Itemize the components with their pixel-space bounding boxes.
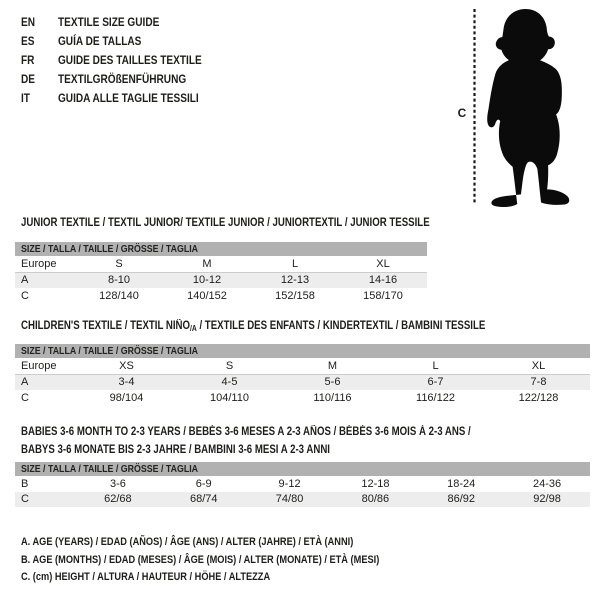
language-code: IT [21,90,30,105]
children-section-title [21,319,574,336]
baby-silhouette-icon [483,7,573,212]
table-cell: 3-6 [109,477,126,490]
table-row-europe [15,358,590,375]
language-title: GUÍA DE TALLAS [57,33,142,48]
babies-title-line1: BABIES 3-6 MONTH TO 2-3 YEARS / BEBÉS 3-6 MESES A 2-3 AÑOS / BÉBÉS 3-6 MOIS À 2-3 ANS / [21,426,471,438]
language-row [21,88,202,107]
table-cell: M [327,359,338,372]
language-code: DE [21,71,36,86]
children-title-pre: CHILDREN'S TEXTILE / TEXTIL NIÑO [21,320,191,332]
legend-line-b-text: B. AGE (MONTHS) / EDAD (MESES) / ÂGE (MOIS) / ALTER (MONATE) / ETÀ (MESI) [21,553,380,566]
table-cell: 74/80 [275,493,304,506]
children-size-table [15,344,590,406]
table-cell: 8-10 [107,274,131,287]
table-cell: 68/74 [189,493,218,506]
table-cell: 152/158 [275,289,315,302]
size-header-bar [15,344,590,358]
row-label: A [21,376,29,389]
row-label: C [21,289,29,302]
children-title-post: / TEXTILE DES ENFANTS / KINDERTEXTIL / BAMBINI TESSILE [196,320,486,332]
language-row [21,12,202,31]
junior-section-title-text: JUNIOR TEXTILE / TEXTIL JUNIOR/ TEXTILE JUNIOR / JUNIORTEXTIL / JUNIOR TESSILE [21,217,430,229]
table-cell: 80/86 [361,493,390,506]
height-label-c: C [457,106,467,120]
table-cell: XL [531,359,546,372]
baby-silhouette-path [487,9,569,207]
table-cell: 3-4 [118,376,135,389]
table-cell: 116/122 [416,391,455,404]
language-row [21,31,202,50]
language-row [21,50,202,69]
table-cell: 12-13 [280,274,310,287]
junior-size-table [15,242,427,304]
table-cell: 9-12 [278,477,301,490]
table-row-height [15,390,590,406]
language-list [21,12,236,107]
table-cell: 122/128 [518,391,559,404]
table-cell: 4-5 [221,376,238,389]
table-cell: 7-8 [530,376,547,389]
babies-title-line2: BABYS 3-6 MONATE BIS 2-3 JAHRE / BAMBINI 3-6 MESI A 2-3 ANNI [21,443,330,456]
table-row-age [15,273,427,289]
table-cell: 10-12 [192,274,222,287]
language-title: GUIDE DES TAILLES TEXTILE [57,52,202,67]
table-cell: 12-18 [361,477,390,490]
table-cell: 5-6 [324,376,341,389]
table-cell: 6-7 [427,376,444,389]
legend-line-a [21,536,448,554]
language-title: GUIDA ALLE TAGLIE TESSILI [57,90,199,105]
size-header-text: SIZE / TALLA / TAILLE / GRÖSSE / TAGLIA [21,345,199,357]
language-code: EN [21,14,36,29]
junior-section-title [21,216,507,230]
height-dashed-line [473,9,476,210]
language-title: TEXTILE SIZE GUIDE [57,14,160,29]
table-cell: 24-36 [532,477,562,490]
legend-line-a-text: A. AGE (YEARS) / EDAD (AÑOS) / ÂGE (ANS) / ALTER (JAHRE) / ETÀ (ANNI) [21,536,354,548]
row-label: C [21,391,29,404]
table-cell: 98/104 [109,391,144,404]
row-label: B [21,477,29,490]
table-cell: 140/152 [187,289,227,302]
children-section-title-text [21,319,485,336]
table-cell: 62/68 [104,493,132,506]
language-code: FR [21,52,35,67]
row-label: Europe [21,359,57,372]
table-cell: 158/170 [363,289,403,302]
legend-line-b [21,554,448,572]
legend-line-c [21,571,448,589]
table-cell: XL [376,257,390,270]
row-label: A [21,274,29,287]
size-header-bar [15,242,427,256]
row-label: Europe [21,257,57,270]
table-cell: 128/140 [99,289,139,302]
language-title: TEXTILGRÖßENFÜHRUNG [57,71,187,86]
children-title-subscript: /A [190,324,197,333]
table-cell: 110/116 [313,391,352,404]
table-row-age [15,375,590,391]
table-cell: L [291,257,299,270]
table-cell: 104/110 [210,391,249,404]
table-cell: M [202,257,212,270]
table-cell: 86/92 [447,493,475,506]
table-cell: L [432,359,439,372]
babies-size-table [15,462,590,507]
size-header-bar [15,462,590,476]
size-header-text: SIZE / TALLA / TAILLE / GRÖSSE / TAGLIA [21,463,199,475]
table-cell: S [115,257,123,270]
table-cell: XS [119,359,134,372]
table-row-height [15,288,427,304]
table-row-height [15,492,590,508]
table-cell: S [225,359,234,372]
legend-line-c-text: C. (cm) HEIGHT / ALTURA / HAUTEUR / HÖHE / ALTEZZA [21,571,271,583]
table-cell: 6-9 [195,477,212,490]
table-row-europe [15,256,427,273]
babies-section-title [21,424,556,459]
row-label: C [21,493,29,506]
table-cell: 14-16 [368,274,398,287]
table-row-months [15,476,590,492]
measurement-legend [21,536,448,589]
language-row [21,69,202,88]
table-cell: 18-24 [447,477,476,490]
size-header-text: SIZE / TALLA / TAILLE / GRÖSSE / TAGLIA [21,243,199,255]
language-code: ES [21,33,35,48]
table-cell: 92/98 [533,493,561,506]
